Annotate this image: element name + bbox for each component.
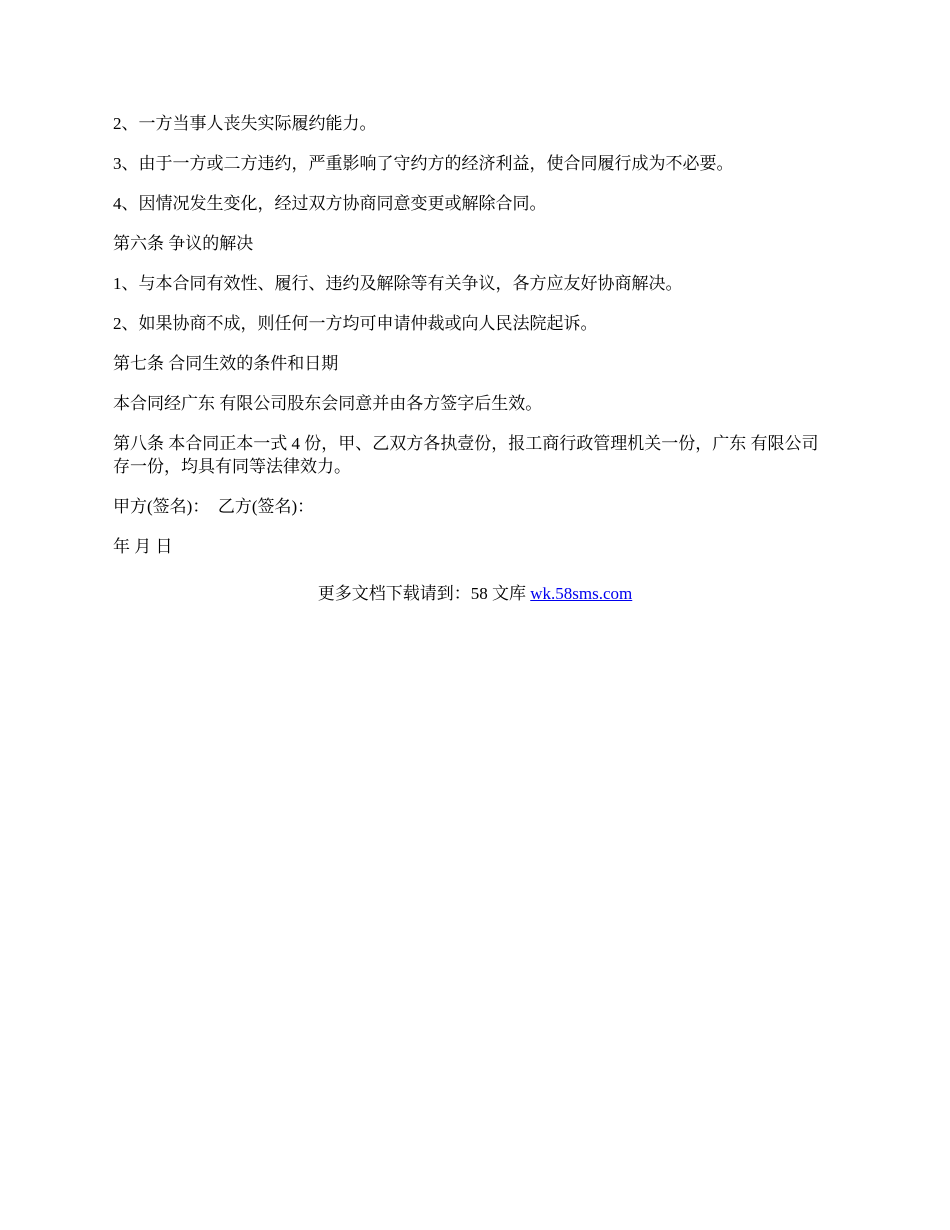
dispute-item-2: 2、如果协商不成，则任何一方均可申请仲裁或向人民法院起诉。 — [113, 314, 598, 333]
download-footer — [0, 582, 950, 605]
document-body — [113, 112, 835, 575]
section-heading-8: 第八条 本合同正本一式 4 份，甲、乙双方各执壹份，报工商行政管理机关一份，广东 有限公司存一份，均具有同等法律效力。 — [113, 434, 819, 476]
signature-line: 甲方(签名)： 乙方(签名)： — [113, 497, 315, 516]
clause-item-4: 4、因情况发生变化，经过双方协商同意变更或解除合同。 — [113, 194, 547, 213]
footer-link[interactable]: wk.58sms.com — [530, 584, 633, 603]
clause-item-3: 3、由于一方或二方违约，严重影响了守约方的经济利益，使合同履行成为不必要。 — [113, 154, 734, 173]
date-line: 年 月 日 — [113, 537, 173, 556]
clause-item-2: 2、一方当事人丧失实际履约能力。 — [113, 114, 377, 133]
section-heading-7: 第七条 合同生效的条件和日期 — [113, 354, 339, 373]
footer-prefix: 更多文档下载请到：58 文库 — [317, 584, 531, 603]
effect-condition: 本合同经广东 有限公司股东会同意并由各方签字后生效。 — [113, 394, 543, 413]
section-heading-6: 第六条 争议的解决 — [113, 234, 254, 253]
dispute-item-1: 1、与本合同有效性、履行、违约及解除等有关争议，各方应友好协商解决。 — [113, 274, 683, 293]
